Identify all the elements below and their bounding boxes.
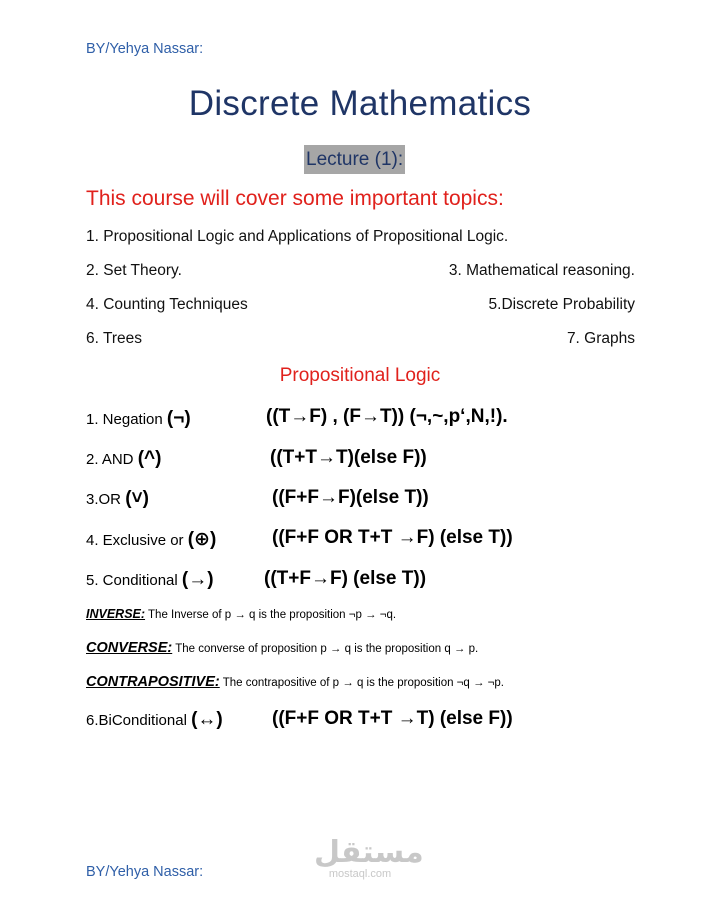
operator-label: 4. Exclusive or <box>86 532 184 549</box>
section-title: Propositional Logic <box>279 365 441 386</box>
page-title: Discrete Mathematics <box>188 84 532 123</box>
operator-rule: ((F+F→F)(else T)) <box>272 487 429 508</box>
topic-item: 1. Propositional Logic and Applications of Propositional Logic. <box>86 228 509 245</box>
operator-row <box>86 709 223 731</box>
topic-item: 5.Discrete Probability <box>488 296 635 313</box>
operator-label: 1. Negation <box>86 411 163 428</box>
topic-item: 4. Counting Techniques <box>86 296 248 313</box>
operator-row <box>86 408 191 430</box>
operator-row <box>86 488 149 510</box>
definition-text: The Inverse of p → q is the proposition ¬p → ¬q. <box>145 609 397 621</box>
definition-converse <box>86 640 478 656</box>
operator-label: 6.BiConditional <box>86 712 187 729</box>
definition-text: The converse of proposition p → q is the proposition q → p. <box>172 643 479 655</box>
header-author: BY/Yehya Nassar: <box>86 41 204 57</box>
definition-term: INVERSE: <box>86 607 146 621</box>
intro-heading: This course will cover some important topics: <box>86 187 504 210</box>
operator-rule: ((F+F OR T+T →F) (else T)) <box>272 527 513 548</box>
operator-symbol: (↔) <box>191 709 223 730</box>
operator-label: 3.OR <box>86 491 122 508</box>
operator-rule: ((T+F→F) (else T)) <box>264 568 427 589</box>
watermark-logo <box>314 836 424 880</box>
operator-symbol: (⊕) <box>187 529 217 550</box>
topic-item: 3. Mathematical reasoning. <box>448 262 635 279</box>
definition-term: CONTRAPOSITIVE: <box>86 674 220 690</box>
operator-label: 5. Conditional <box>86 572 178 589</box>
lecture-heading: Lecture (1): <box>304 145 405 174</box>
watermark-url: mostaql.com <box>328 868 392 880</box>
operator-rule: ((T→F) , (F→T)) (¬,~,p‘,N,!). <box>266 406 508 427</box>
topic-item: 7. Graphs <box>566 330 635 347</box>
definition-term: CONVERSE: <box>86 640 173 656</box>
definition-contrapositive <box>86 674 504 690</box>
operator-symbol: (→) <box>181 569 214 590</box>
operator-symbol: (¬) <box>166 408 191 429</box>
operator-symbol: (˅) <box>125 488 149 509</box>
topic-item: 6. Trees <box>86 330 142 347</box>
operator-symbol: (^) <box>137 448 162 469</box>
footer-author: BY/Yehya Nassar: <box>86 864 204 880</box>
definition-text: The contrapositive of p → q is the proposition ¬q → ¬p. <box>219 677 504 689</box>
operator-row <box>86 448 161 470</box>
operator-label: 2. AND <box>86 451 134 468</box>
operator-row <box>86 528 216 551</box>
operator-rule: ((T+T→T)(else F)) <box>270 447 427 468</box>
topic-item: 2. Set Theory. <box>86 262 182 279</box>
operator-row <box>86 569 214 591</box>
definition-inverse <box>86 607 396 621</box>
operator-rule: ((F+F OR T+T →T) (else F)) <box>272 708 513 729</box>
watermark-arabic: مستقل <box>314 836 424 869</box>
